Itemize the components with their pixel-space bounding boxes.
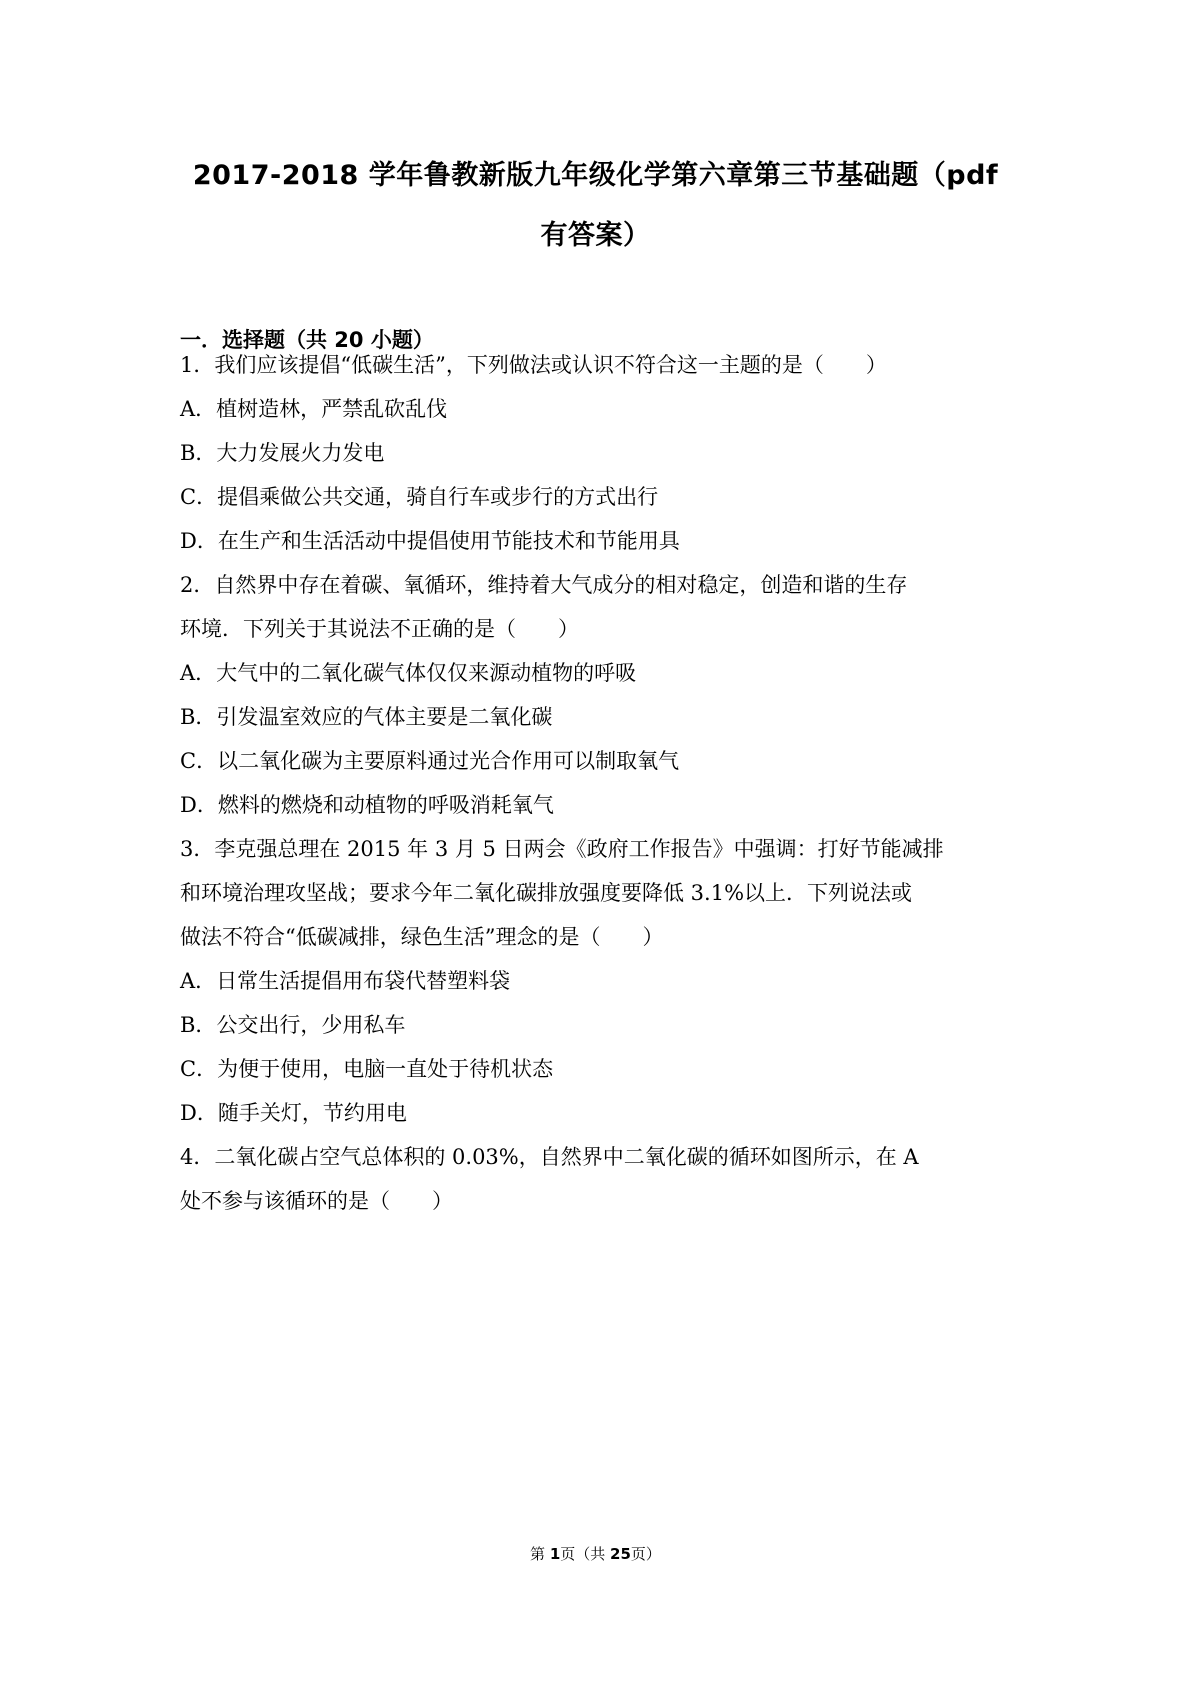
question-2-option-b: B．引发温室效应的气体主要是二氧化碳 bbox=[180, 705, 553, 729]
footer-total-pages: 25 bbox=[610, 1545, 631, 1563]
question-3-option-d: D．随手关灯，节约用电 bbox=[180, 1101, 407, 1125]
question-2-option-a: A．大气中的二氧化碳气体仅仅来源动植物的呼吸 bbox=[180, 661, 637, 685]
question-3-stem-line-2: 和环境治理攻坚战；要求今年二氧化碳排放强度要降低 3.1%以上．下列说法或 bbox=[180, 881, 913, 905]
question-4-stem-line-1: 4．二氧化碳占空气总体积的 0.03%，自然界中二氧化碳的循环如图所示，在 A bbox=[180, 1145, 919, 1169]
question-1-option-b: B．大力发展火力发电 bbox=[180, 441, 385, 465]
question-3-option-c: C．为便于使用，电脑一直处于待机状态 bbox=[180, 1057, 554, 1081]
footer-suffix: 页） bbox=[630, 1545, 661, 1563]
question-2-stem-line-1: 2．自然界中存在着碳、氧循环，维持着大气成分的相对稳定，创造和谐的生存 bbox=[180, 573, 908, 597]
question-1-option-a: A．植树造林，严禁乱砍乱伐 bbox=[180, 397, 448, 421]
footer-page-number: 1 bbox=[549, 1545, 561, 1563]
footer-middle: 页（共 bbox=[560, 1545, 611, 1563]
question-1-option-c: C．提倡乘做公共交通，骑自行车或步行的方式出行 bbox=[180, 485, 659, 509]
question-3-option-a: A．日常生活提倡用布袋代替塑料袋 bbox=[180, 969, 511, 993]
document-title-line-1: 2017-2018 学年鲁教新版九年级化学第六章第三节基础题（pdf bbox=[192, 160, 999, 191]
document-title-line-2: 有答案） bbox=[540, 220, 651, 251]
section-heading: 一．选择题（共 20 小题） bbox=[180, 328, 434, 352]
question-3-stem-line-3: 做法不符合“低碳减排，绿色生活”理念的是（ ） bbox=[180, 925, 664, 949]
page-footer bbox=[0, 1544, 1191, 1564]
question-4-stem-line-2: 处不参与该循环的是（ ） bbox=[180, 1189, 453, 1213]
question-1-stem-line-1: 1．我们应该提倡“低碳生活”，下列做法或认识不符合这一主题的是（ ） bbox=[180, 353, 887, 377]
question-1-option-d: D．在生产和生活活动中提倡使用节能技术和节能用具 bbox=[180, 529, 680, 553]
question-3-stem-line-1: 3．李克强总理在 2015 年 3 月 5 日两会《政府工作报告》中强调：打好节能减排 bbox=[180, 837, 944, 861]
question-2-option-d: D．燃料的燃烧和动植物的呼吸消耗氧气 bbox=[180, 793, 554, 817]
question-2-option-c: C．以二氧化碳为主要原料通过光合作用可以制取氧气 bbox=[180, 749, 680, 773]
question-3-option-b: B．公交出行，少用私车 bbox=[180, 1013, 406, 1037]
question-2-stem-line-2: 环境．下列关于其说法不正确的是（ ） bbox=[180, 617, 579, 641]
footer-prefix: 第 bbox=[530, 1545, 550, 1563]
